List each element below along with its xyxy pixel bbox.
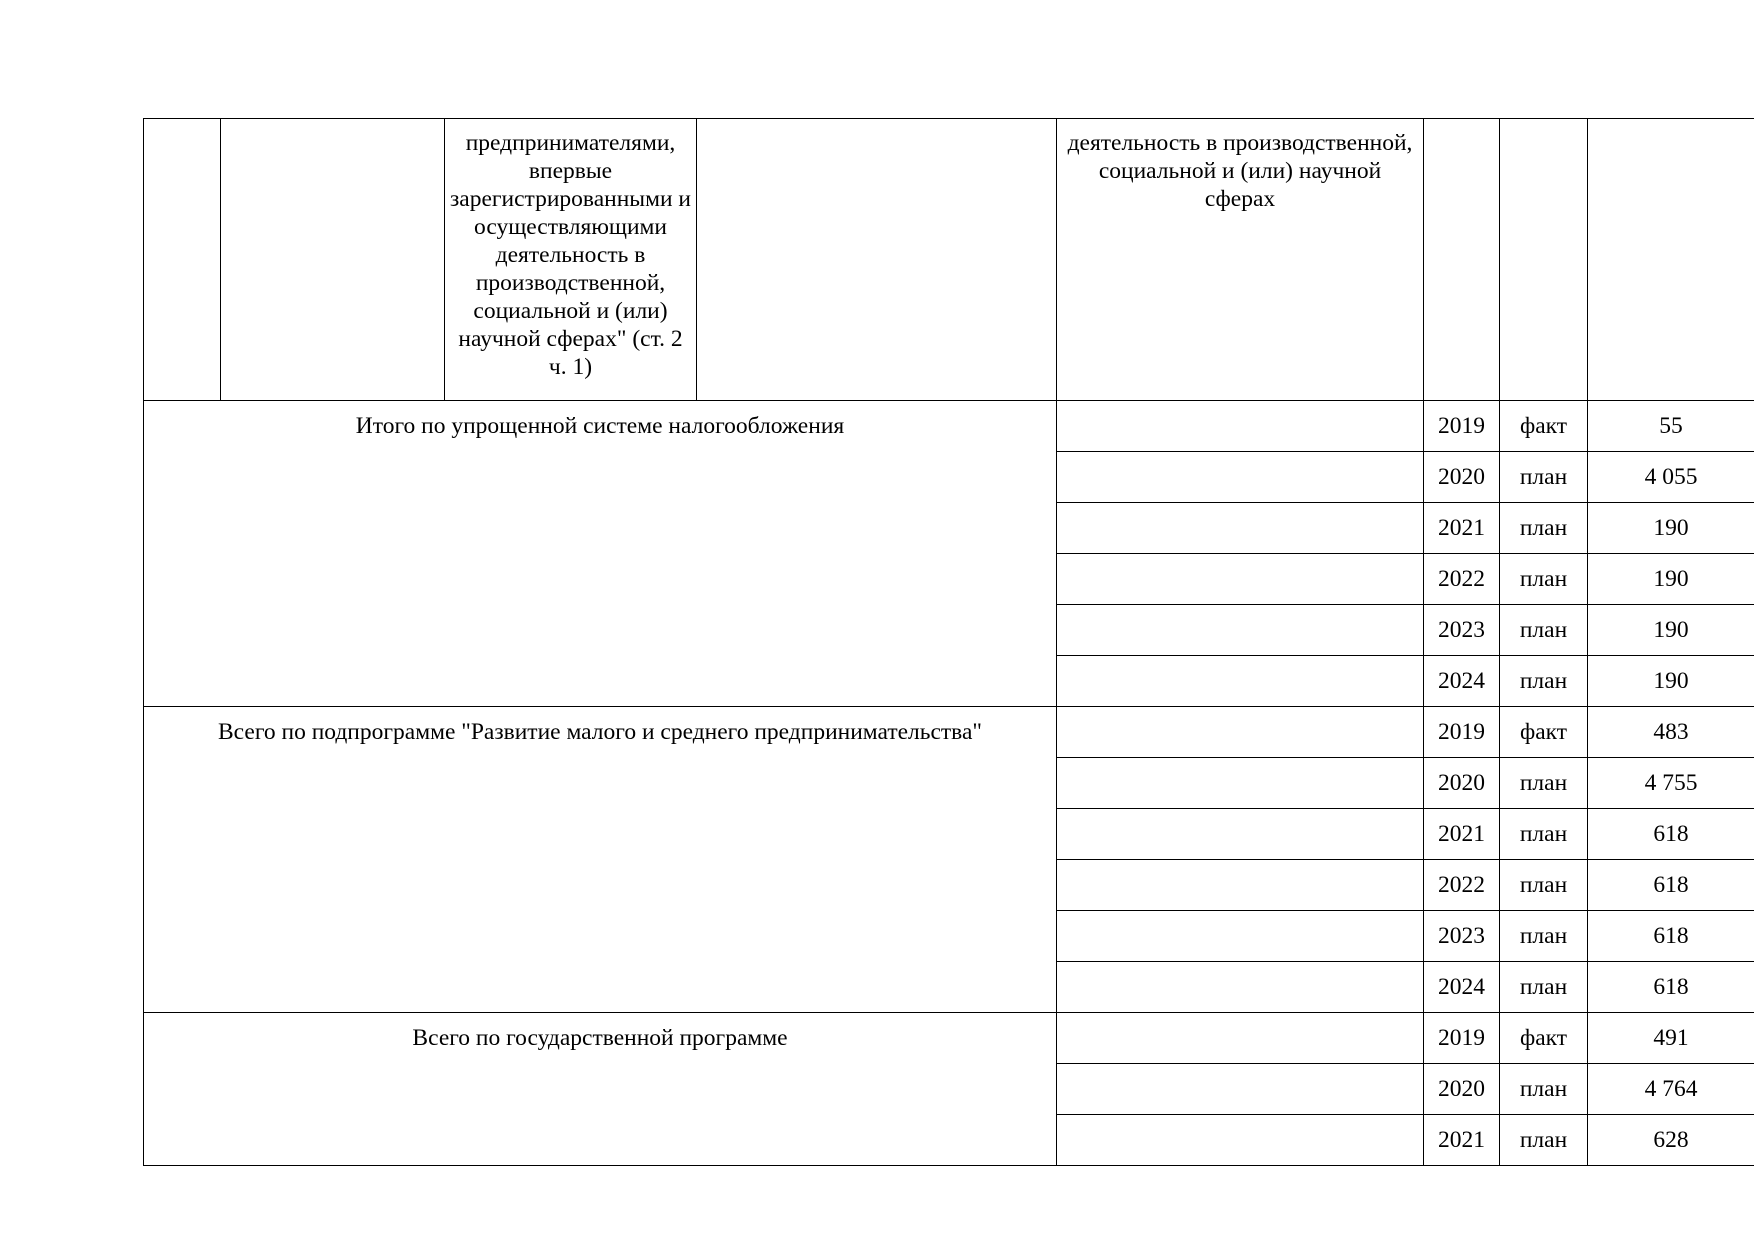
group-title-cell	[144, 401, 1057, 707]
cell-kind: план	[1500, 503, 1588, 554]
cell-description	[445, 119, 697, 401]
table-row	[144, 1013, 1754, 1064]
cell-description-text: предпринимателями, впервые зарегистрированными и осуществляющими деятельность в производственной, социальной и (или) научной сферах" (ст. 2 ч. 1)	[450, 130, 691, 380]
cell-empty	[1057, 401, 1424, 452]
table-row	[144, 707, 1754, 758]
cell-year: 2020	[1424, 1064, 1500, 1115]
cell-year: 2024	[1424, 656, 1500, 707]
cell-year: 2019	[1424, 401, 1500, 452]
group-title: Всего по подпрограмме "Развитие малого и среднего предпринимательства"	[218, 719, 982, 745]
cell-year: 2019	[1424, 707, 1500, 758]
group-title-cell	[144, 707, 1057, 1013]
cell-empty	[1057, 605, 1424, 656]
cell-kind: план	[1500, 554, 1588, 605]
cell-empty	[1057, 656, 1424, 707]
cell-activity-text: деятельность в производственной, социальной и (или) научной сферах	[1067, 130, 1413, 212]
cell-kind: план	[1500, 452, 1588, 503]
group-title: Всего по государственной программе	[412, 1025, 788, 1051]
cell-year: 2020	[1424, 452, 1500, 503]
cell-year: 2023	[1424, 605, 1500, 656]
cell-empty	[1424, 119, 1500, 401]
cell-year: 2021	[1424, 503, 1500, 554]
cell-kind: план	[1500, 860, 1588, 911]
cell-empty	[1057, 707, 1424, 758]
cell-value: 190	[1588, 554, 1754, 605]
cell-kind: план	[1500, 758, 1588, 809]
table-row	[144, 401, 1754, 452]
cell-value: 491	[1588, 1013, 1754, 1064]
cell-value: 618	[1588, 860, 1754, 911]
cell-empty	[1500, 119, 1588, 401]
cell-value: 190	[1588, 605, 1754, 656]
cell-kind: факт	[1500, 1013, 1588, 1064]
cell-empty	[1057, 1064, 1424, 1115]
cell-empty	[1057, 758, 1424, 809]
cell-empty	[144, 119, 221, 401]
cell-year: 2023	[1424, 911, 1500, 962]
cell-value: 190	[1588, 656, 1754, 707]
cell-year: 2021	[1424, 1115, 1500, 1166]
cell-value: 618	[1588, 911, 1754, 962]
cell-kind: план	[1500, 605, 1588, 656]
cell-kind: факт	[1500, 401, 1588, 452]
cell-year: 2021	[1424, 809, 1500, 860]
cell-empty	[1057, 860, 1424, 911]
cell-kind: план	[1500, 656, 1588, 707]
cell-year: 2024	[1424, 962, 1500, 1013]
cell-value: 190	[1588, 503, 1754, 554]
table-header-continuation-row	[144, 119, 1754, 401]
cell-kind: план	[1500, 809, 1588, 860]
cell-empty	[1057, 809, 1424, 860]
data-table	[143, 118, 1754, 1166]
cell-empty	[1057, 911, 1424, 962]
cell-empty	[697, 119, 1057, 401]
group-title: Итого по упрощенной системе налогообложения	[355, 413, 845, 439]
cell-value: 628	[1588, 1115, 1754, 1166]
cell-empty	[1057, 1013, 1424, 1064]
cell-value: 4 764	[1588, 1064, 1754, 1115]
cell-empty	[1057, 503, 1424, 554]
cell-value: 618	[1588, 809, 1754, 860]
cell-empty	[1057, 1115, 1424, 1166]
cell-value: 4 055	[1588, 452, 1754, 503]
cell-empty	[1588, 119, 1754, 401]
cell-year: 2019	[1424, 1013, 1500, 1064]
cell-kind: план	[1500, 1064, 1588, 1115]
cell-kind: план	[1500, 911, 1588, 962]
group-title-cell	[144, 1013, 1057, 1166]
cell-year: 2022	[1424, 554, 1500, 605]
cell-year: 2020	[1424, 758, 1500, 809]
cell-empty	[1057, 962, 1424, 1013]
cell-value: 4 755	[1588, 758, 1754, 809]
cell-value: 483	[1588, 707, 1754, 758]
cell-empty	[1057, 554, 1424, 605]
cell-value: 55	[1588, 401, 1754, 452]
cell-kind: факт	[1500, 707, 1588, 758]
cell-value: 618	[1588, 962, 1754, 1013]
cell-kind: план	[1500, 1115, 1588, 1166]
cell-year: 2022	[1424, 860, 1500, 911]
cell-activity	[1057, 119, 1424, 401]
cell-kind: план	[1500, 962, 1588, 1013]
cell-empty	[221, 119, 445, 401]
cell-empty	[1057, 452, 1424, 503]
